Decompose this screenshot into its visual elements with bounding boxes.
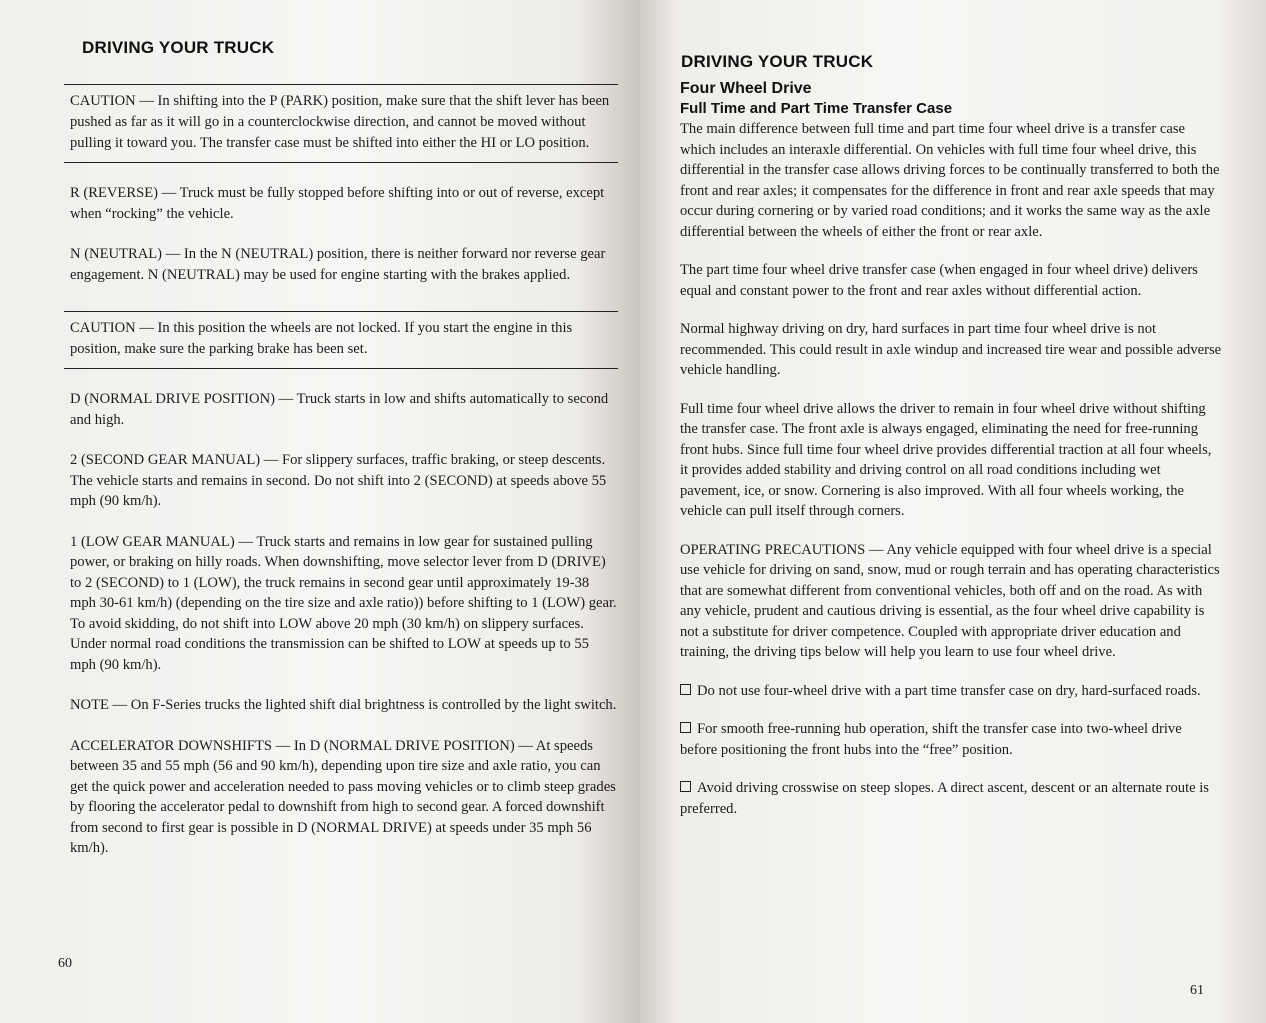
neutral-paragraph: N (NEUTRAL) — In the N (NEUTRAL) position, there is neither forward nor reverse gear engagement. N (NEUTRAL) may be used for engine starting with the brakes applied. (70, 246, 606, 283)
note-paragraph: NOTE — On F-Series trucks the lighted shift dial brightness is controlled by the light switch. (70, 697, 617, 713)
operating-precautions-paragraph: OPERATING PRECAUTIONS — Any vehicle equipped with four wheel drive is a special use vehicle for driving on sand, snow, mud or rough terrain and has operating characteristics that are somewhat different from conventional vehicles, both off and on the road. As with any vehicle, prudent and cautious driving is essential, as the four wheel drive capability is not a substitute for driver competence. Coupled with appropriate driver education and training, the driving tips below will help you learn to use four wheel drive. (680, 541, 1220, 660)
right-page (640, 0, 1266, 1023)
page-number-left: 60 (58, 956, 72, 971)
checkbox-icon (680, 722, 691, 733)
caution2-bottom-rule (64, 368, 618, 369)
checklist-item-text: Avoid driving crosswise on steep slopes. A direct ascent, descent or an alternate route is preferred. (680, 780, 1209, 817)
accelerator-downshifts-paragraph: ACCELERATOR DOWNSHIFTS — In D (NORMAL DRIVE POSITION) — At speeds between 35 and 55 mph (56 and 90 km/h), depending upon tire size and axle ratio, you can get the quick power and acceleration needed to pass moving vehicles or to climb steep grades by flooring the accelerator pedal to downshift from high to second gear. A forced downshift from second to first gear is possible in D (NORMAL DRIVE) at speeds under 35 mph 56 km/h). (70, 737, 616, 856)
checklist-item (680, 681, 1222, 702)
right-body (680, 119, 1222, 819)
caution-box-neutral: CAUTION — In this position the wheels are not locked. If you start the engine in this position, make sure the parking brake has been set. (70, 320, 573, 357)
drive-paragraph: D (NORMAL DRIVE POSITION) — Truck starts in low and shifts automatically to second and high. (70, 391, 609, 428)
part-time-paragraph: The part time four wheel drive transfer case (when engaged in four wheel drive) delivers equal and constant power to the front and rear axles without differential action. (680, 262, 1198, 299)
low-gear-paragraph: 1 (LOW GEAR MANUAL) — Truck starts and remains in low gear for sustained pulling power, or braking on hilly roads. When downshifting, move selector lever from D (DRIVE) to 2 (SECOND) to 1 (LOW), the truck remains in second gear until approximately 19-38 mph 30-61 km/h) (depending on the tire size and axle ratio)) before shifting to 1 (LOW) gear. To avoid skidding, do not shift into LOW above 20 mph (30 km/h) on slippery surfaces. Under normal road conditions the transmission can be shifted to LOW at speeds up to 55 mph (90 km/h). (70, 533, 617, 673)
left-body-b (70, 389, 618, 859)
checkbox-icon (680, 781, 691, 792)
section-title: Four Wheel Drive (680, 80, 812, 97)
checklist-item (680, 719, 1222, 760)
checklist-item-text: Do not use four-wheel drive with a part time transfer case on dry, hard-surfaced roads. (697, 682, 1201, 699)
transfer-case-paragraph: The main difference between full time and part time four wheel drive is a transfer case which includes an interaxle differential. On vehicles with full time four wheel drive, this differential in the transfer case allows driving forces to be continually transferred to both the front and rear axles; it compensates for the difference in front and rear axle speeds that may occur during cornering or by varied road conditions; and it works the same way as the axle differential between the wheels of either the front or rear axle. (680, 121, 1220, 240)
checkbox-icon (680, 684, 691, 695)
page-number-right: 61 (1190, 983, 1204, 998)
checklist-item (680, 778, 1222, 819)
left-page-header: DRIVING YOUR TRUCK (82, 38, 275, 57)
left-body-a (70, 183, 618, 285)
subsection-title: Full Time and Part Time Transfer Case (680, 100, 953, 117)
full-time-paragraph: Full time four wheel drive allows the driver to remain in four wheel drive without shifting the transfer case. The front axle is always engaged, eliminating the need for free-running front hubs. Since full time four wheel drive provides differential traction at all four wheels, it provides added stability and driving control on all road conditions including wet pavement, ice, or snow. Cornering is also improved. With all four wheels working, the vehicle can pull itself through corners. (680, 400, 1212, 519)
highway-paragraph: Normal highway driving on dry, hard surfaces in part time four wheel drive is not recommended. This could result in axle windup and increased tire wear and possible adverse vehicle handling. (680, 321, 1222, 378)
caution-box-park: CAUTION — In shifting into the P (PARK) position, make sure that the shift lever has been pushed as far as it will go in a counterclockwise direction, and cannot be moved without pulling it toward you. The transfer case must be shifted into either the HI or LO position. (70, 93, 610, 151)
reverse-paragraph: R (REVERSE) — Truck must be fully stopped before shifting into or out of reverse, except when “rocking” the vehicle. (70, 185, 605, 222)
caution-bottom-rule (64, 162, 618, 163)
right-page-header: DRIVING YOUR TRUCK (681, 52, 874, 71)
second-gear-paragraph: 2 (SECOND GEAR MANUAL) — For slippery surfaces, traffic braking, or steep descents. The vehicle starts and remains in second. Do not shift into 2 (SECOND) at speeds above 55 mph (90 km/h). (70, 452, 607, 509)
checklist-item-text: For smooth free-running hub operation, shift the transfer case into two-wheel drive before positioning the front hubs into the “free” position. (680, 721, 1182, 758)
